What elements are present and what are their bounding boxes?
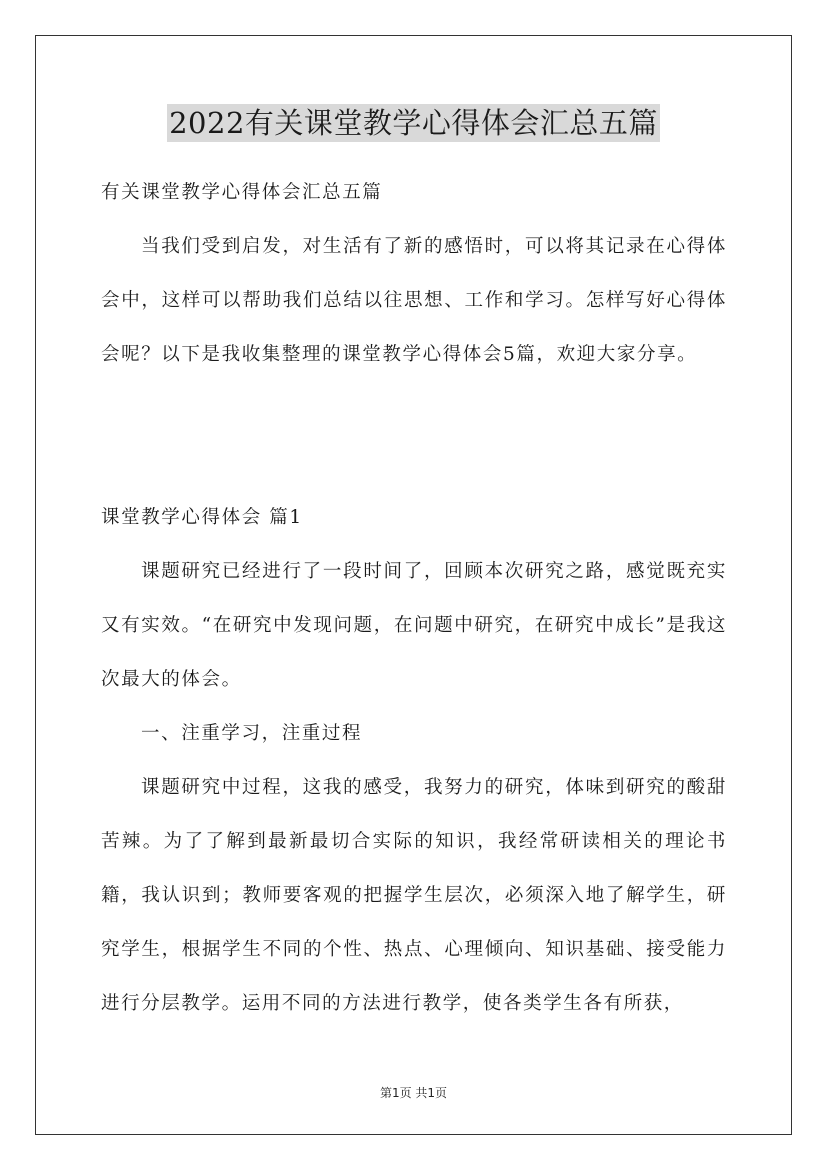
paragraph-2: 课题研究中过程，这我的感受，我努力的研究，体味到研究的酸甜苦辣。为了了解到最新最切合实际的知识，我经常研读相关的理论书籍，我认识到；教师要客观的把握学生层次，必须深入地了解学生，研究学生，根据学生不同的个性、热点、心理倾向、知识基础、接受能力进行分层教学。运用不同的方法进行教学，使各类学生各有所获， (101, 777, 727, 1014)
paragraph-1: 课题研究已经进行了一段时间了，回顾本次研究之路，感觉既充实又有实效。“在研究中发现问题，在问题中研究，在研究中成长”是我这次最大的体会。 (101, 561, 727, 690)
intro-paragraph: 当我们受到启发，对生活有了新的感悟时，可以将其记录在心得体会中，这样可以帮助我们总结以往思想、工作和学习。怎样写好心得体会呢？以下是我收集整理的课堂教学心得体会5篇，欢迎大家分享。 (101, 236, 727, 365)
section-heading: 课堂教学心得体会 篇1 (101, 507, 303, 528)
document-title: 2022有关课堂教学心得体会汇总五篇 (169, 106, 658, 140)
point-1-heading: 一、注重学习，注重过程 (141, 723, 363, 744)
document-subtitle: 有关课堂教学心得体会汇总五篇 (101, 182, 383, 203)
page-footer: 第1页 共1页 (379, 1086, 448, 1100)
title-container (0, 104, 827, 142)
